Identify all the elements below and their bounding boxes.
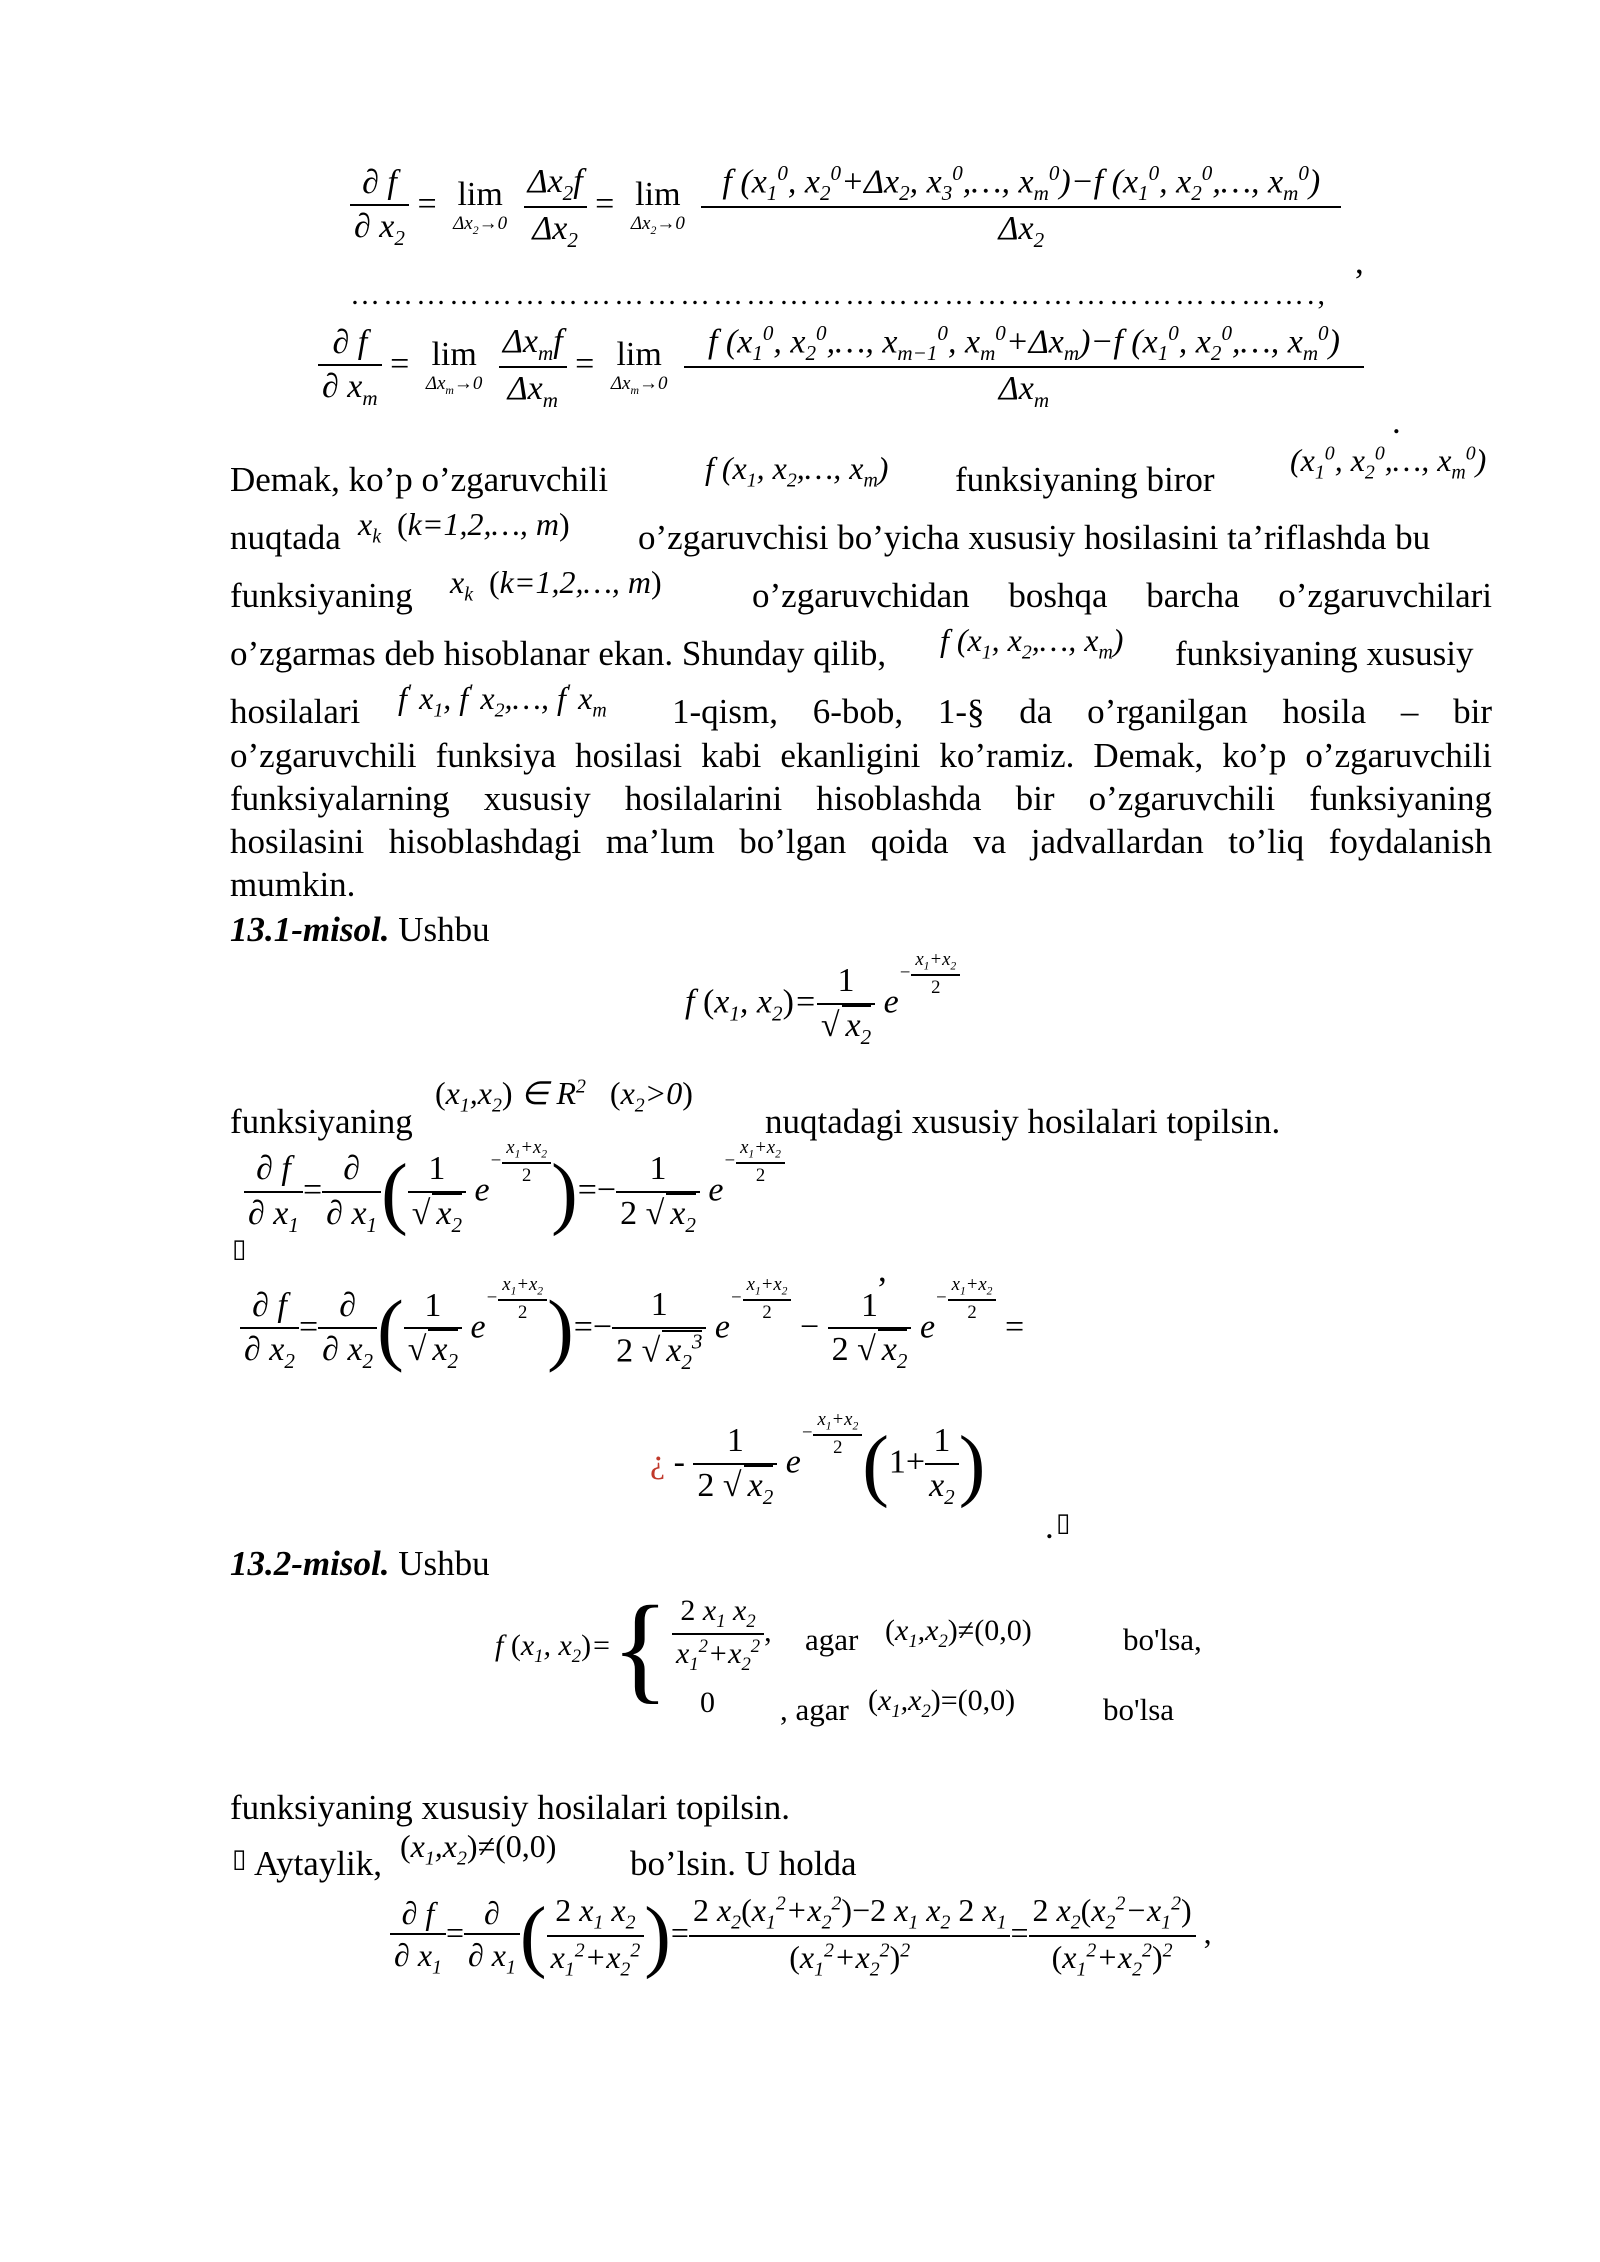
example-2-text: Ushbu	[389, 1544, 490, 1583]
case-2-condition: $(x_1,x_2)=(0,0)$	[868, 1684, 1016, 1722]
para-line-1b: funksiyaning biror	[955, 460, 1215, 499]
inline-f-x1-xm: f ($x_1$, $x_2,\dots$, $x_m$)	[705, 450, 889, 492]
formula-partial-xm: $\frac{\partial f}{\partial x_m}$ = lim $\Delta x_m\to 0$ $\frac{\Delta x_mf}{\Delta x_m}$ = lim $\Delta x_m\to 0$ $\frac{f (x_1^0, x_2^0,\dots, x_{m-1}^0, x_m^0+\Delta x_m)-f (x_1^0, x_2^0,\dots, x_m^0)}{\Delta x_m}$	[318, 320, 1364, 414]
para-line-8: hosilasini hisoblashdagi ma’lum bo’lgan qoida va jadvallardan to’liq foydalanish	[230, 822, 1492, 861]
para-line-4b: funksiyaning xususiy	[1175, 634, 1474, 673]
example-1-text: Ushbu	[389, 910, 490, 949]
example-1-after-a: funksiyaning	[230, 1102, 413, 1141]
example-1-after-b: nuqtadagi xususiy hosilalari topilsin.	[765, 1102, 1281, 1141]
formula-example-1: f ($x_1$, $x_2)=$ $\frac{1}{√ x_2}$ $e^{- \frac{x_1+x_2}{2}}$	[685, 960, 960, 1050]
para-line-9: mumkin.	[230, 865, 356, 904]
para-line-2b: o’zgaruvchisi bo’yicha xususiy hosilasini ta’riflashda bu	[638, 518, 1431, 557]
dots-row: …………………………………………………………………………….,	[350, 278, 1328, 311]
inverted-question-mark: ¿	[650, 1443, 666, 1481]
para-line-4a: o’zgarmas deb hisoblanar ekan. Shunday qilib,	[230, 634, 887, 673]
para-line-3b: o’zgaruvchidan boshqa barcha o’zgaruvchilari	[752, 576, 1492, 615]
inline-nonzero: $(x_1,x_2)\ne(0,0)$	[400, 1828, 557, 1870]
example-2-let-a: Aytaylik,	[254, 1844, 383, 1883]
para-line-5a: hosilalari	[230, 692, 361, 731]
example-2-after: funksiyaning xususiy hosilalari topilsin.	[230, 1788, 790, 1827]
formula-example-1-dx2: $\frac{\partial f}{\partial x_2}$ = $\frac{\partial}{\partial x_2}$ ( $\frac{1}{√ x_2}$ $e^{- \frac{x_1+x_2}{2}}$ )=− $\frac{1}{2 √ x_2^3}$ $e^{- \frac{x_1+x_2}{2}}$ − $\frac{1}{2 √ x_2}$ $e^{- \frac{x_1+x_2}{2}}$ =	[240, 1284, 1024, 1375]
example-1-heading	[230, 908, 490, 951]
box-glyph-icon-3: ▯	[232, 1844, 247, 1874]
inline-f-x1-xm-2: f ($x_1$, $x_2,\dots$, $x_m$)	[940, 622, 1124, 664]
formula-partial-x2: $\frac{\partial f}{\partial x_2}$ = lim $\Delta x_2\to 0$ $\frac{\Delta x_2f}{\Delta x_2}$ = lim $\Delta x_2\to 0$ $\frac{f (x_1^0, x_2^0+\Delta x_2, x_3^0,\dots, x_m^0)-f (x_1^0, x_2^0,\dots, x_m^0)}{\Delta x_2}$	[350, 160, 1341, 254]
inline-xk: $x_k$ (k=1,2,…, m)	[358, 506, 570, 548]
case-1: $\frac{2 x_1 x_2}{x_1^2+x_2^2}$ ,	[672, 1592, 772, 1676]
box-glyph-icon: ▯	[232, 1234, 247, 1264]
comma-2: ,	[878, 1250, 887, 1289]
inline-point-x0: ($x_1^0$, $x_2^0,\dots$, $x_m^0$)	[1290, 442, 1487, 484]
case-1-word: agar	[805, 1622, 859, 1657]
para-line-7: funksiyalarning xususiy hosilalarini hisoblashda bir o’zgaruvchili funksiyaning	[230, 779, 1492, 818]
period-2: .	[1045, 1507, 1054, 1546]
para-line-3a: funksiyaning	[230, 576, 413, 615]
formula-example-2: f ($x_1$, $x_2)=${	[495, 1581, 669, 1714]
formula-example-2-dx1: $\frac{\partial f}{\partial x_1}$ = $\frac{\partial}{\partial x_1}$ ( $\frac{2 x_1 x_2}{x_1^2+x_2^2}$ )= $\frac{2 x_2(x_1^2+x_2^2)-2 x_1 x_2 2 x_1}{(x_1^2+x_2^2)^2}$ = $\frac{2 x_2(x_2^2-x_1^2)}{(x_1^2+x_2^2)^2}$ ,	[390, 1890, 1212, 1982]
case-1-condition: $(x_1,x_2)\ne(0,0)$	[885, 1614, 1032, 1652]
comma-1: ,	[1355, 242, 1364, 281]
example-2-let-b: bo’lsin. U holda	[630, 1844, 857, 1883]
para-line-5b: 1-qism, 6-bob, 1-§ da o’rganilgan hosila – bir	[672, 692, 1492, 731]
inline-fprimes: f' $x_1$, f' $x_2,\dots$, f' $x_m$	[398, 680, 607, 722]
example-2-heading	[230, 1542, 490, 1585]
period-1: .	[1392, 402, 1401, 441]
case-1-end: bo'lsa,	[1123, 1622, 1202, 1657]
inline-domain: $(x_1,x_2)$ ∈ $R^2$ $(x_2>0)$	[435, 1075, 693, 1117]
example-2-label: 13.2-misol.	[230, 1544, 390, 1583]
formula-example-1-cont: ¿ - $\frac{1}{2 √ x_2}$ $e^{- \frac{x_1+x_2}{2}}$ (1+ $\frac{1}{x_2}$ )	[650, 1409, 986, 1509]
box-glyph-icon-2: ▯	[1056, 1508, 1071, 1538]
case-2-end: bo'lsa	[1103, 1692, 1175, 1727]
para-line-1a: Demak, ko’p o’zgaruvchili	[230, 460, 609, 499]
para-line-6: o’zgaruvchili funksiya hosilasi kabi ekanligini ko’ramiz. Demak, ko’p o’zgaruvchili	[230, 736, 1492, 775]
formula-example-1-dx1: $\frac{\partial f}{\partial x_1}$ = $\frac{\partial}{\partial x_1}$ ( $\frac{1}{√ x_2}$ $e^{- \frac{x_1+x_2}{2}}$ )=− $\frac{1}{2 √ x_2}$ $e^{- \frac{x_1+x_2}{2}}$	[244, 1148, 785, 1238]
inline-xk-2: $x_k$ (k=1,2,…, m)	[450, 564, 662, 606]
para-line-2a: nuqtada	[230, 518, 341, 557]
case-2-value: 0	[700, 1686, 715, 1719]
example-1-label: 13.1-misol.	[230, 910, 390, 949]
case-2-word: , agar	[780, 1692, 849, 1727]
